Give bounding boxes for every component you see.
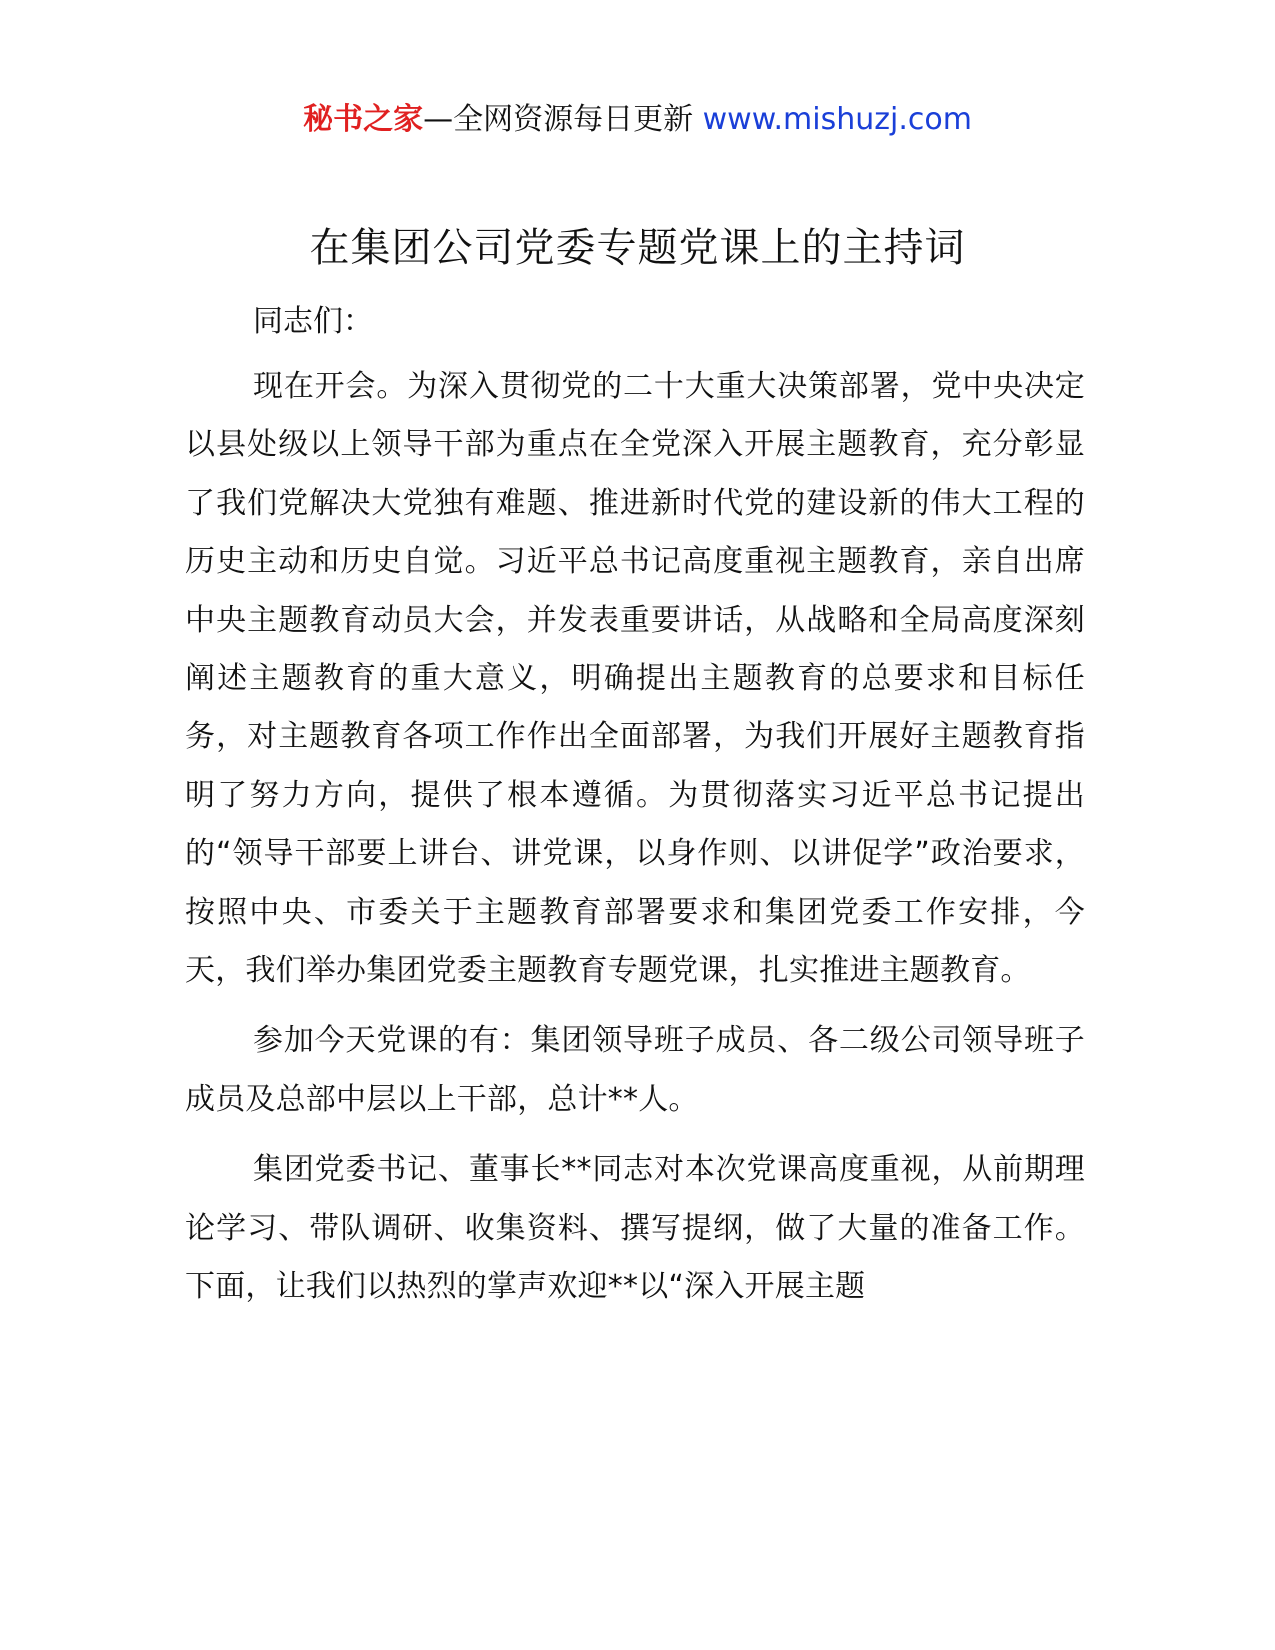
site-header — [0, 98, 1275, 142]
site-url: www.mishuzj.com — [702, 102, 972, 137]
paragraph-opening: 现在开会。为深入贯彻党的二十大重大决策部署，党中央决定以县处级以上领导干部为重点在全党深入开展主题教育，充分彰显了我们党解决大党独有难题、推进新时代党的建设新的伟大工程的历史主动和历史自觉。习近平总书记高度重视主题教育，亲自出席中央主题教育动员大会，并发表重要讲话，从战略和全局高度深刻阐述主题教育的重大意义，明确提出主题教育的总要求和目标任务，对主题教育各项工作作出全面部署，为我们开展好主题教育指明了努力方向，提供了根本遵循。为贯彻落实习近平总书记提出的“领导干部要上讲台、讲党课，以身作则、以讲促学”政治要求，按照中央、市委关于主题教育部署要求和集团党委工作安排，今天，我们举办集团党委主题教育专题党课，扎实推进主题教育。 — [185, 369, 1085, 989]
document-title: 在集团公司党委专题党课上的主持词 — [309, 225, 966, 271]
paragraph-introduction: 集团党委书记、董事长**同志对本次党课高度重视，从前期理论学习、带队调研、收集资料、撰写提纲，做了大量的准备工作。下面，让我们以热烈的掌声欢迎**以“深入开展主题 — [185, 1152, 1085, 1305]
brand-name: 秘书之家 — [303, 102, 424, 137]
document-body — [185, 296, 1085, 1317]
header-slogan: —全网资源每日更新 — [423, 102, 694, 137]
paragraph-attendees: 参加今天党课的有：集团领导班子成员、各二级公司领导班子成员及总部中层以上干部，总计**人。 — [185, 1023, 1085, 1117]
greeting: 同志们： — [253, 304, 373, 339]
